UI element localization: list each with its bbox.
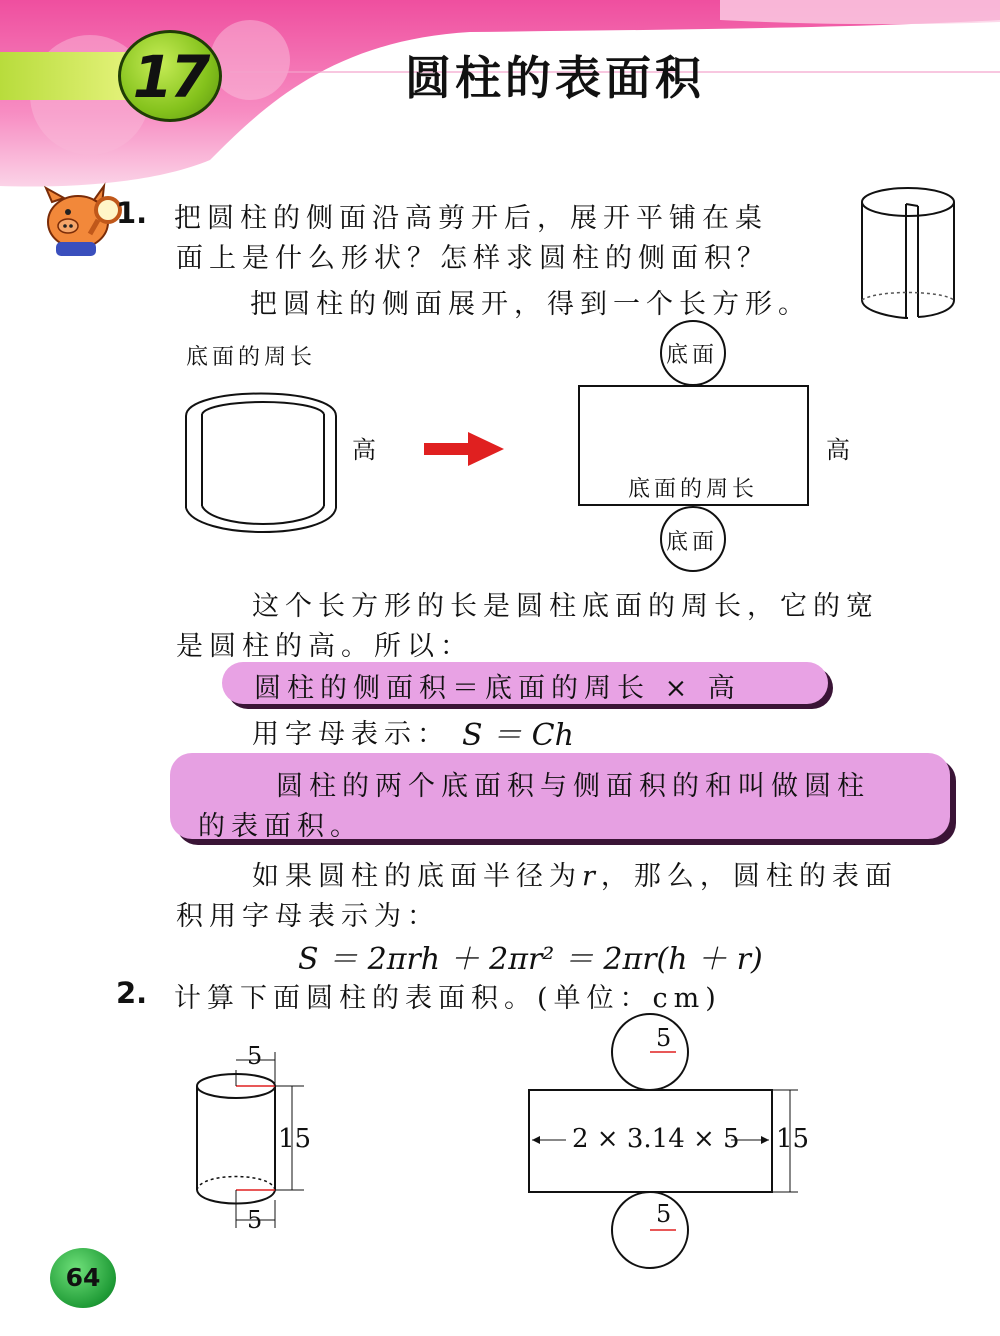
pig-magnifier-icon (38, 186, 126, 258)
explanation-line-2: 是圆柱的高。所以： (176, 631, 473, 662)
lateral-area-formula: 圆柱的侧面积＝底面的周长 × 高 (254, 673, 741, 704)
explanation-line-1: 这个长方形的长是圆柱底面的周长，它的宽 (252, 591, 879, 622)
radius-variable: r (582, 861, 601, 892)
radius-text-part-b: ，那么，圆柱的表面 (600, 861, 898, 892)
label-base-bottom: 底面 (666, 530, 719, 555)
red-arrow-icon (424, 432, 504, 466)
question-1-line-2: 面上是什么形状？怎样求圆柱的侧面积？ (176, 243, 770, 274)
cylinder-radius-top-label: 5 (247, 1042, 263, 1070)
question-1-line-1: 把圆柱的侧面沿高剪开后，展开平铺在桌 (174, 203, 768, 234)
page-number-badge: 64 (50, 1248, 116, 1308)
cylinder-radius-bottom-label: 5 (247, 1206, 263, 1234)
lesson-number-badge: 17 (118, 30, 222, 122)
radius-text-line-1 (252, 854, 898, 893)
letter-formula-label: 用字母表示： (252, 719, 450, 750)
page-title: 圆柱的表面积 (405, 51, 705, 105)
net-height-label: 15 (776, 1124, 810, 1154)
question-1-answer: 把圆柱的侧面展开，得到一个长方形。 (250, 289, 811, 320)
question-2-text: 计算下面圆柱的表面积。(单位：cm) (174, 983, 722, 1014)
net-radius-bottom-label: 5 (656, 1200, 672, 1228)
cylinder-height-label: 15 (278, 1124, 312, 1154)
opened-cylinder-figure (180, 380, 344, 540)
radius-text-part-a: 如果圆柱的底面半径为 (252, 861, 582, 892)
surface-area-formula: S ＝ 2πrh ＋ 2πr² ＝ 2πr(h ＋ r) (298, 942, 763, 977)
label-base-top: 底面 (666, 343, 719, 368)
label-height-left: 高 (352, 436, 376, 464)
definition-line-1: 圆柱的两个底面积与侧面积的和叫做圆柱 (276, 771, 870, 802)
question-1-number: 1. (116, 196, 148, 230)
letter-formula: S ＝ Ch (462, 718, 574, 753)
label-height-right: 高 (826, 436, 850, 464)
question-2-number: 2. (116, 976, 148, 1010)
label-base-circumference-rect: 底面的周长 (628, 477, 759, 502)
definition-line-2: 的表面积。 (198, 811, 363, 842)
label-base-circumference: 底面的周长 (186, 345, 317, 370)
radius-text-line-2: 积用字母表示为： (176, 901, 440, 932)
cut-cylinder-figure (856, 182, 960, 322)
net-radius-top-label: 5 (656, 1024, 672, 1052)
net-length-label: 2 × 3.14 × 5 (572, 1124, 740, 1154)
